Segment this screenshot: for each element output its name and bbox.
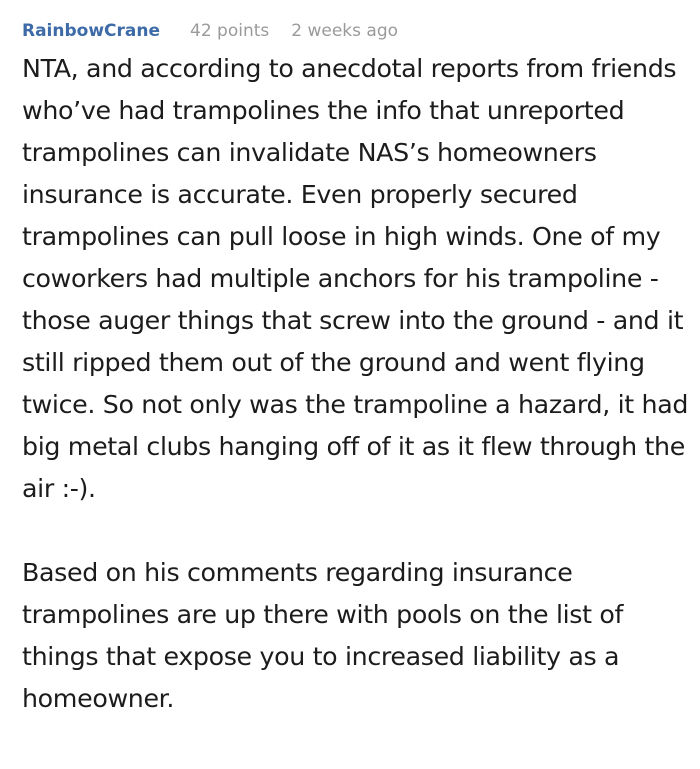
- comment-paragraph: NTA, and according to anecdotal reports from friends who’ve had trampolines the info that unreported trampolines can invalidate NAS’s homeowners insurance is accurate. Even properly secured trampolines can pull loose in high winds. One of my coworkers had multiple anchors for his trampoline - those auger things that screw into the ground - and it still ripped them out of the ground and went flying twice. So not only was the trampoline a hazard, it had big metal clubs hanging off of it as it flew through the air :-).: [22, 54, 689, 503]
- comment-meta: [22, 20, 398, 42]
- comment-body: [22, 48, 694, 720]
- timestamp: 2 weeks ago: [291, 21, 399, 41]
- comment-paragraph: Based on his comments regarding insurance trampolines are up there with pools on the list of things that expose you to increased liability as a homeowner.: [22, 558, 624, 713]
- points-count: 42 points: [190, 21, 270, 41]
- username-link[interactable]: RainbowCrane: [22, 21, 161, 41]
